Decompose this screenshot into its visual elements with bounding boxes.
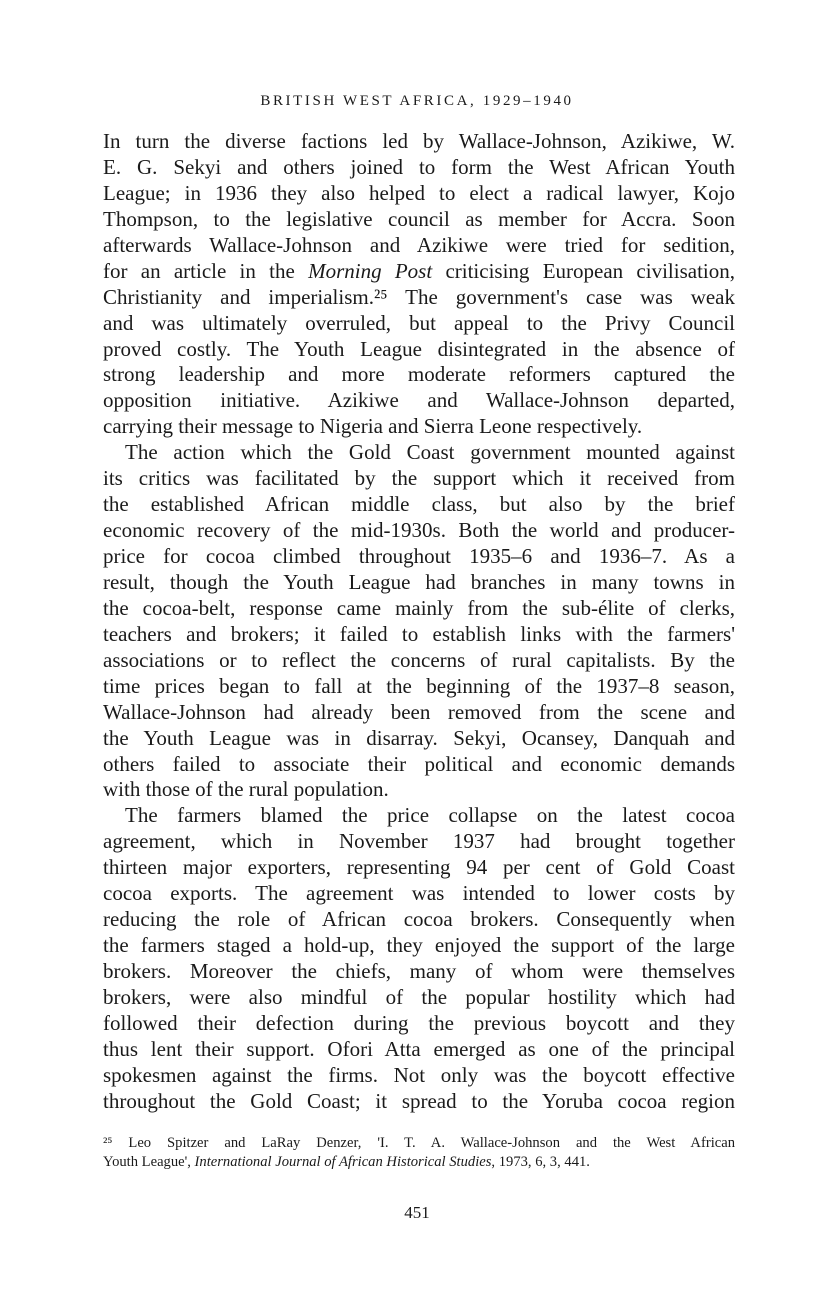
running-header: BRITISH WEST AFRICA, 1929–1940 [260,93,574,109]
italic-title: International Journal of African Historical Studies [194,1154,492,1170]
body-line: In turn the diverse factions led by Wallace-Johnson, Azikiwe, W. [103,129,735,153]
body-line: strong leadership and more moderate reformers captured the [103,362,735,387]
body-line: brokers, were also mindful of the popular hostility which had [103,984,735,1009]
body-line: Christianity and imperialism.²⁵ The government's case was weak [103,284,735,309]
body-line: followed their defection during the previous boycott and they [103,1010,735,1035]
body-line: afterwards Wallace-Johnson and Azikiwe were tried for sedition, [103,232,735,257]
body-line: others failed to associate their political and economic demands [103,751,735,776]
body-line: agreement, which in November 1937 had brought together [103,829,735,854]
body-line: teachers and brokers; it failed to establish links with the farmers' [103,621,735,646]
page-number: 451 [404,1203,430,1222]
footnote [103,1134,735,1172]
body-line: throughout the Gold Coast; it spread to the Yoruba cocoa region [103,1088,735,1113]
body-line: proved costly. The Youth League disintegrated in the absence of [103,336,735,361]
body-line: the Youth League was in disarray. Sekyi, Ocansey, Danquah and [103,725,735,750]
body-line: thus lent their support. Ofori Atta emerged as one of the principal [103,1036,735,1061]
body-line: brokers. Moreover the chiefs, many of whom were themselves [103,959,735,983]
body-line: time prices began to fall at the beginning of the 1937–8 season, [103,673,735,698]
body-line: E. G. Sekyi and others joined to form the West African Youth [103,154,735,179]
body-text [103,129,735,1115]
body-line: League; in 1936 they also helped to elect a radical lawyer, Kojo [103,180,735,205]
body-line: economic recovery of the mid-1930s. Both the world and producer- [103,518,735,543]
body-line: result, though the Youth League had branches in many towns in [103,569,735,594]
body-line: carrying their message to Nigeria and Sierra Leone respectively. [103,414,643,439]
body-line: with those of the rural population. [103,777,389,802]
body-line: Thompson, to the legislative council as member for Accra. Soon [103,206,735,231]
paragraph-start-line: The farmers blamed the price collapse on the latest cocoa [125,803,735,828]
body-line: Wallace-Johnson had already been removed from the scene and [103,699,735,724]
body-line: for an article in the Morning Post criticising European civilisation, [103,258,735,283]
body-line: reducing the role of African cocoa brokers. Consequently when [103,907,735,932]
body-line: thirteen major exporters, representing 94 per cent of Gold Coast [103,855,735,880]
body-line: associations or to reflect the concerns of rural capitalists. By the [103,647,735,672]
body-line: its critics was facilitated by the support which it received from [103,466,735,491]
body-line: the cocoa-belt, response came mainly from the sub-élite of clerks, [103,595,735,620]
body-line: spokesmen against the firms. Not only was the boycott effective [103,1062,735,1087]
footnote-line: Youth League', International Journal of African Historical Studies, 1973, 6, 3, 441. [103,1154,590,1170]
footnote-line: ²⁵ Leo Spitzer and LaRay Denzer, 'I. T. A. Wallace-Johnson and the West African [103,1135,735,1151]
body-line: price for cocoa climbed throughout 1935–6 and 1936–7. As a [103,544,735,568]
body-line: and was ultimately overruled, but appeal to the Privy Council [103,310,735,335]
body-line: the established African middle class, but also by the brief [103,492,735,517]
paragraph-start-line: The action which the Gold Coast government mounted against [125,440,735,465]
body-line: opposition initiative. Azikiwe and Wallace-Johnson departed, [103,388,735,413]
italic-title: Morning Post [308,258,433,283]
body-line: the farmers staged a hold-up, they enjoyed the support of the large [103,933,735,958]
body-line: cocoa exports. The agreement was intended to lower costs by [103,881,735,906]
